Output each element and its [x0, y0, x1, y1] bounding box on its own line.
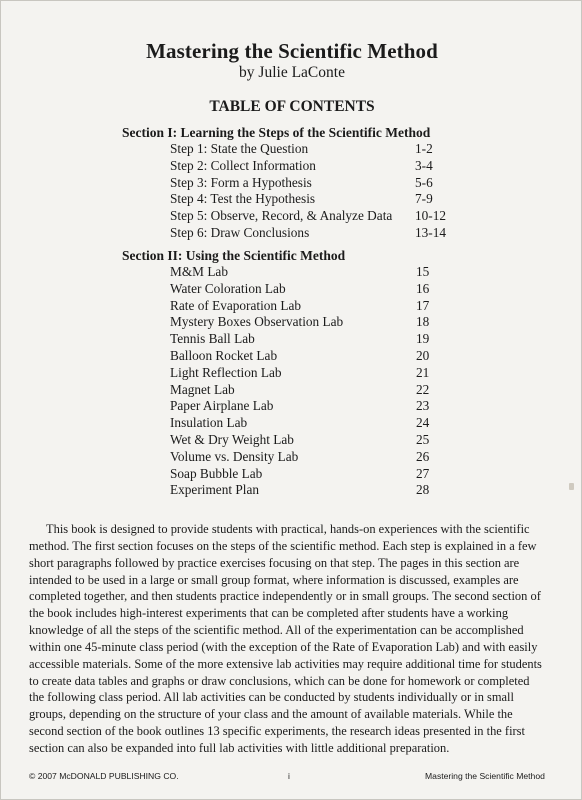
- toc-entry-title: Step 1: State the Question: [170, 141, 309, 156]
- toc-entry-page: 17: [416, 297, 430, 313]
- toc-entry-title: Tennis Ball Lab: [170, 331, 255, 347]
- toc-entry-page: 10-12: [415, 208, 447, 224]
- toc-entry-page: 22: [416, 381, 430, 397]
- footer-book-title: Mastering the Scientific Method: [425, 771, 545, 781]
- toc-entry-title: Volume vs. Density Lab: [170, 448, 299, 464]
- toc-entry-title: Step 3: Form a Hypothesis: [170, 174, 312, 190]
- intro-paragraph: This book is designed to provide students with practical, hands-on experiences with the scientific method. The first section focuses on the steps of the scientific method. Each step is explained in a few short paragraphs followed by practice exercises focusing on that step. The pages in this section are intended to be used in a large or small group format, where information is discussed, examples are completed together, and then students practice independently or in small groups. The second section of the book includes high-interest experiments that can be completed after students have a working knowledge of all the steps of the scientific method. All of the experimentation can be accomplished within one 45-minute class period (with the exception of the Rate of Evaporation Lab) and with easily accessible materials. Some of the more extensive lab activities may require additional time for students to create data tables and graphs or draw conclusions, which can be done for homework or completed the following class period. All lab activities can be conducted by students individually or in small groups, depending on the structure of your class and the amount of available materials. While the second section of the book outlines 13 specific experiments, the research ideas presented in the first section can also be expanded into full lab activities with little additional preparation.: [29, 522, 542, 755]
- toc-entry-title: Soap Bubble Lab: [170, 465, 263, 481]
- section-1-heading: Section I: Learning the Steps of the Scientific Method: [122, 125, 431, 140]
- toc-entry-page: 5-6: [415, 174, 433, 190]
- toc-entry-page: 24: [416, 415, 430, 431]
- toc-entry-page: 3-4: [415, 157, 433, 173]
- toc-entry-page: 26: [416, 448, 430, 464]
- toc-entry-title: Step 5: Observe, Record, & Analyze Data: [170, 208, 393, 224]
- toc-entry-page: 18: [416, 314, 430, 330]
- author-byline: by Julie LaConte: [239, 64, 345, 81]
- toc-entry-page: 15: [416, 264, 430, 279]
- toc-entry-page: 1-2: [415, 141, 433, 156]
- toc-entry-title: Step 4: Test the Hypothesis: [170, 191, 316, 207]
- toc-entry-title: Insulation Lab: [170, 415, 248, 431]
- toc-entry-title: Paper Airplane Lab: [170, 398, 274, 414]
- toc-entry-page: 7-9: [415, 191, 433, 207]
- toc-entry-page: 19: [416, 331, 430, 347]
- toc-entry-page: 21: [416, 364, 430, 380]
- toc-entry-title: Balloon Rocket Lab: [170, 347, 278, 363]
- book-title: Mastering the Scientific Method: [146, 39, 438, 63]
- toc-entry-title: Experiment Plan: [170, 482, 259, 498]
- toc-entry-title: Rate of Evaporation Lab: [170, 297, 302, 313]
- toc-entry-page: 27: [416, 465, 430, 481]
- toc-entry-title: Mystery Boxes Observation Lab: [170, 314, 344, 330]
- toc-entry-page: 16: [416, 280, 430, 296]
- footer-copyright: © 2007 McDONALD PUBLISHING CO.: [29, 771, 179, 781]
- toc-entry-title: Wet & Dry Weight Lab: [170, 431, 294, 447]
- toc-entry-page: 28: [416, 482, 430, 498]
- toc-entry-page: 20: [416, 347, 430, 363]
- toc-entry-title: Magnet Lab: [170, 381, 235, 397]
- section-2-heading: Section II: Using the Scientific Method: [122, 248, 346, 263]
- toc-entry-page: 13-14: [415, 224, 447, 240]
- footer-page-number: i: [288, 771, 290, 781]
- toc-heading: TABLE OF CONTENTS: [209, 98, 375, 115]
- toc-entry-title: Light Reflection Lab: [170, 364, 282, 380]
- toc-entry-title: Step 6: Draw Conclusions: [170, 224, 310, 240]
- toc-entry-page: 25: [416, 431, 430, 447]
- page-edge-mark: [569, 483, 574, 490]
- toc-entry-page: 23: [416, 398, 430, 414]
- toc-entry-title: Water Coloration Lab: [170, 280, 286, 296]
- toc-entry-title: M&M Lab: [170, 264, 228, 279]
- toc-entry-title: Step 2: Collect Information: [170, 157, 316, 173]
